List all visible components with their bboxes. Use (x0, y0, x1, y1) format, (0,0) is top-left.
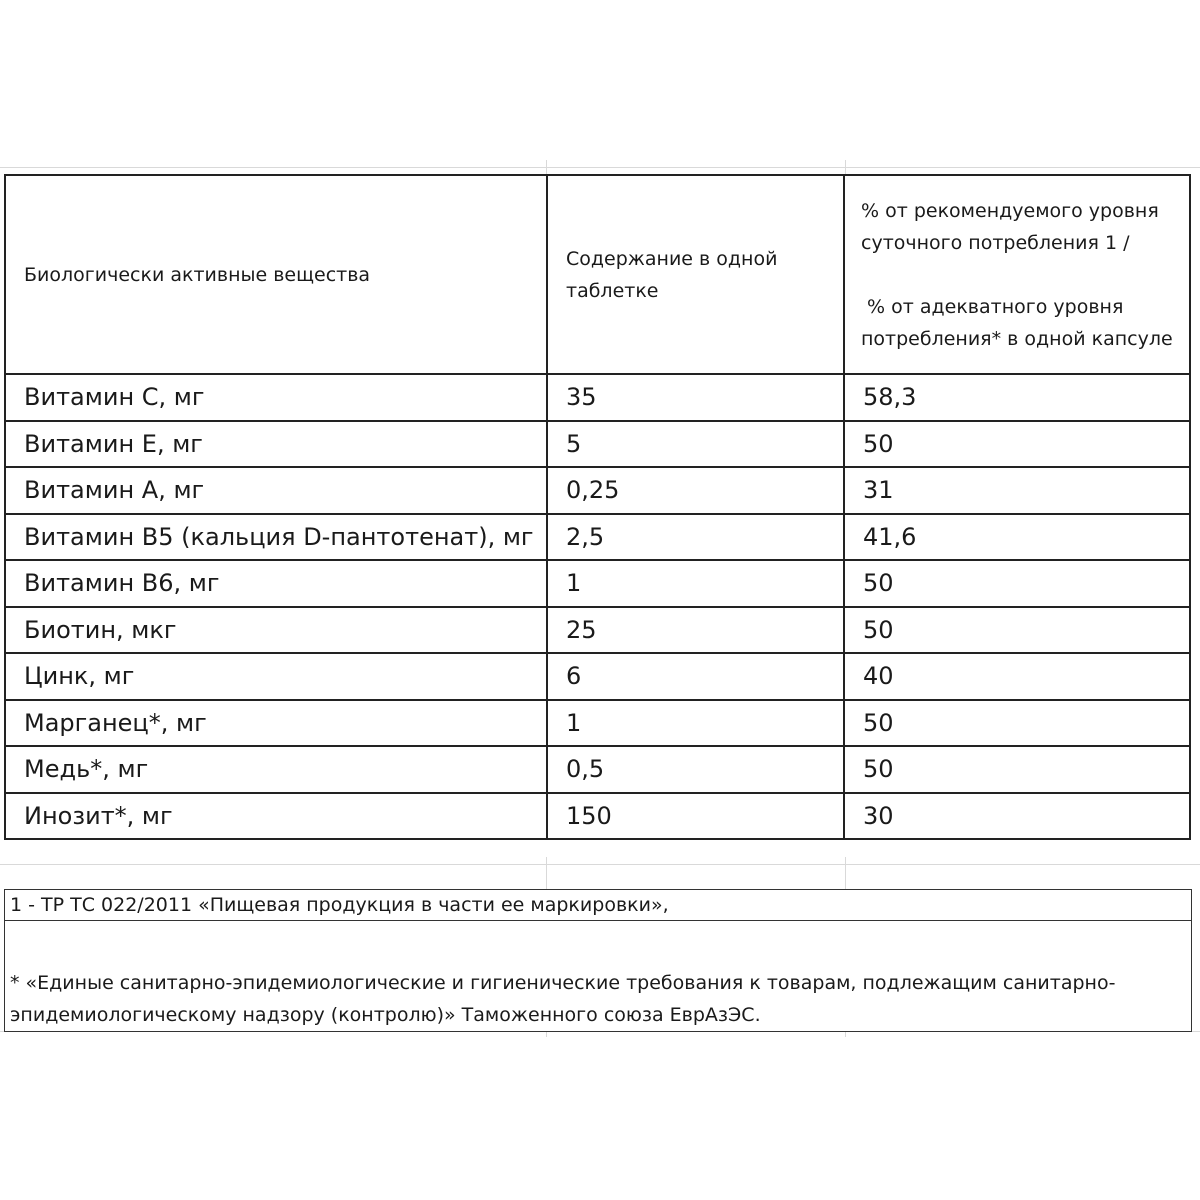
header-line: Биологически активные вещества (24, 263, 371, 286)
substance-cell: Витамин С, мг (5, 374, 547, 421)
header-percent (844, 175, 1190, 374)
percent-cell: 30 (844, 793, 1190, 840)
table-row (5, 374, 1190, 421)
table-row (5, 700, 1190, 747)
grid-line (845, 857, 846, 889)
amount-cell: 6 (547, 653, 844, 700)
footnote-row (5, 921, 1192, 1032)
grid-line (546, 160, 547, 174)
percent-cell: 50 (844, 746, 1190, 793)
header-line: таблетке (566, 279, 659, 302)
percent-cell: 40 (844, 653, 1190, 700)
header-substances (5, 175, 547, 374)
substance-cell: Витамин В5 (кальция D-пантотенат), мг (5, 514, 547, 561)
header-amount (547, 175, 844, 374)
percent-cell: 50 (844, 421, 1190, 468)
amount-cell: 5 (547, 421, 844, 468)
table-row (5, 421, 1190, 468)
header-row (5, 175, 1190, 374)
percent-cell: 31 (844, 467, 1190, 514)
amount-cell: 1 (547, 560, 844, 607)
header-gap (861, 259, 1189, 291)
nutrient-table (4, 174, 1191, 840)
substance-cell: Медь*, мг (5, 746, 547, 793)
substance-cell: Витамин В6, мг (5, 560, 547, 607)
amount-cell: 25 (547, 607, 844, 654)
substance-cell: Цинк, мг (5, 653, 547, 700)
amount-cell: 0,5 (547, 746, 844, 793)
substance-cell: Витамин А, мг (5, 467, 547, 514)
header-line: % от рекомендуемого уровня (861, 199, 1159, 222)
substance-cell: Биотин, мкг (5, 607, 547, 654)
table-row (5, 653, 1190, 700)
header-line: % от адекватного уровня (861, 295, 1124, 318)
amount-cell: 35 (547, 374, 844, 421)
substance-cell: Витамин Е, мг (5, 421, 547, 468)
grid-line (546, 857, 547, 889)
substance-cell: Марганец*, мг (5, 700, 547, 747)
substance-cell: Инозит*, мг (5, 793, 547, 840)
header-line: потребления* в одной капсуле (861, 327, 1173, 350)
grid-line (845, 160, 846, 174)
amount-cell: 2,5 (547, 514, 844, 561)
percent-cell: 58,3 (844, 374, 1190, 421)
grid-line (0, 167, 1200, 168)
table-row (5, 514, 1190, 561)
table-row (5, 607, 1190, 654)
footnote-2: * «Единые санитарно-эпидемиологические и гигиенические требования к товарам, подлежащим санитарно-эпидемиологическому надзору (контролю)» Таможенного союза ЕврАзЭС. (5, 921, 1192, 1032)
grid-line (0, 864, 1200, 865)
footnote-1: 1 - ТР ТС 022/2011 «Пищевая продукция в части ее маркировки», (5, 890, 1192, 921)
percent-cell: 50 (844, 607, 1190, 654)
table-row (5, 746, 1190, 793)
amount-cell: 0,25 (547, 467, 844, 514)
table-row (5, 793, 1190, 840)
percent-cell: 41,6 (844, 514, 1190, 561)
amount-cell: 150 (547, 793, 844, 840)
header-line: Содержание в одной (566, 247, 778, 270)
percent-cell: 50 (844, 560, 1190, 607)
header-line: суточного потребления 1 / (861, 231, 1130, 254)
footnotes (4, 889, 1192, 1032)
amount-cell: 1 (547, 700, 844, 747)
footnote-row (5, 890, 1192, 921)
percent-cell: 50 (844, 700, 1190, 747)
table-row (5, 560, 1190, 607)
table-row (5, 467, 1190, 514)
